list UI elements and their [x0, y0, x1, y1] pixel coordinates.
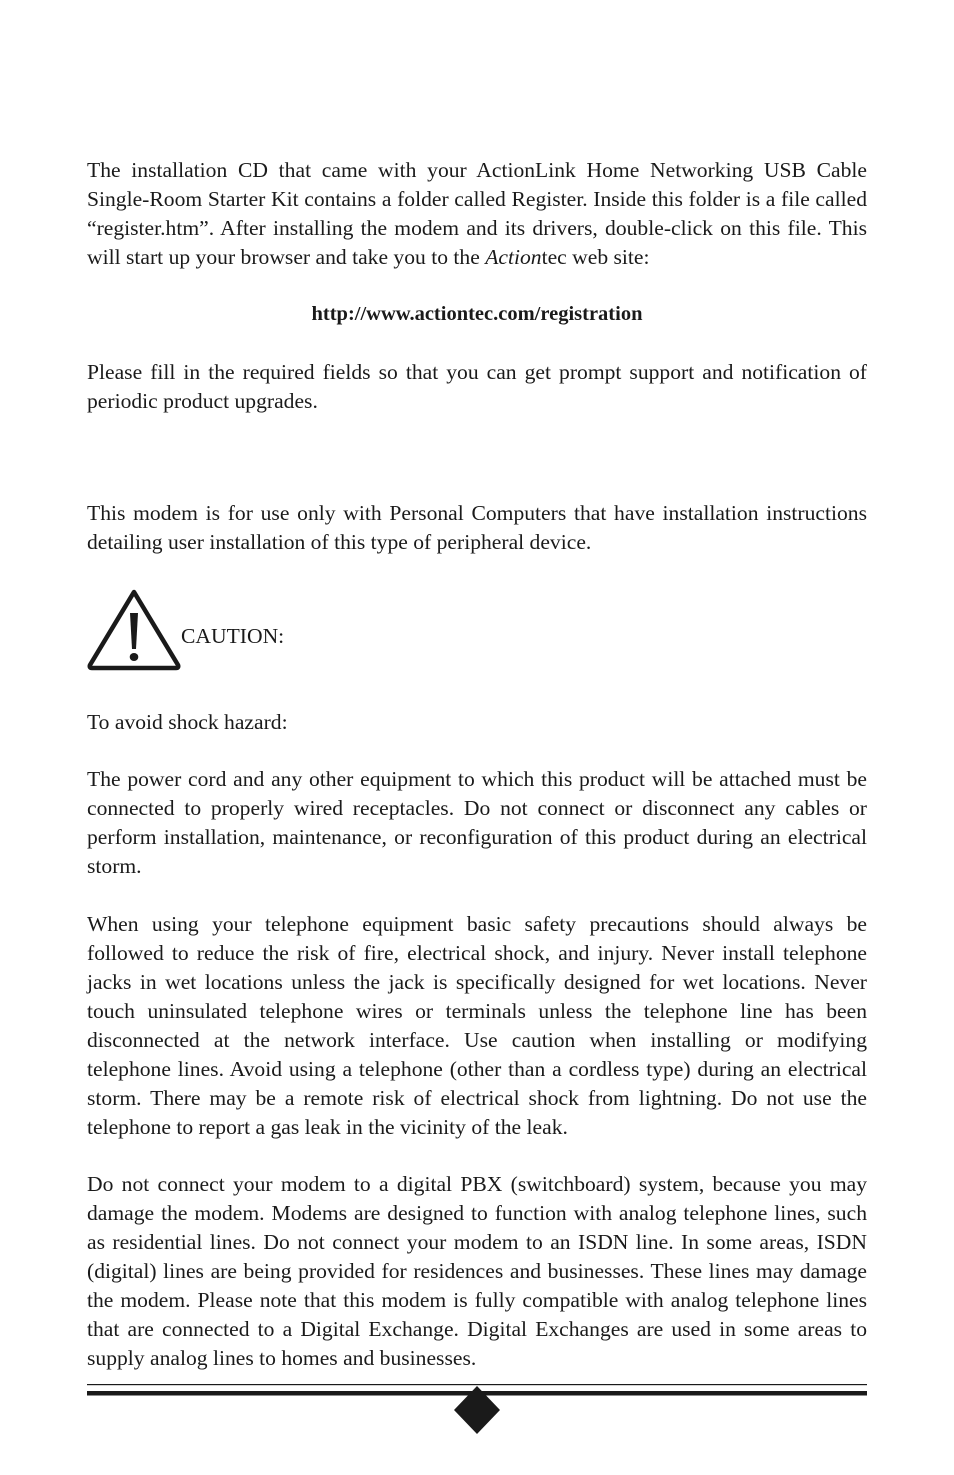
diamond-rule-icon — [87, 1384, 867, 1436]
warning-triangle-icon — [86, 587, 182, 671]
caution-label: CAUTION: — [181, 624, 285, 648]
telephone-safety-paragraph: When using your telephone equipment basic safety precautions should always be followed to reduce the risk of fire, electrical shock, and injury. Never install telephone jacks in wet locations unless the jack is specifically designed for wet locations. Never touch uninsulated telephone wires or terminals unless the telephone line has been disconnected at the network interface. Use caution when installing or modifying telephone lines. Avoid using a telephone (other than a cordless type) during an electrical storm. There may be a remote risk of electrical shock from lightning. Do not use the telephone to report a gas leak in the vicinity of the leak. — [87, 912, 867, 1139]
brand-italic: Action — [485, 245, 542, 269]
intro-text-end: web site: — [566, 245, 650, 269]
shock-hazard-heading: To avoid shock hazard: — [87, 710, 288, 734]
power-cord-paragraph: The power cord and any other equipment to which this product will be attached must be connected to properly wired receptacles. Do not connect or disconnect any cables or perform installation, maintenance, or reconfiguration of this product during an electrical storm. — [87, 767, 867, 878]
registration-intro — [87, 156, 867, 272]
pbx-warning-paragraph: Do not connect your modem to a digital PBX (switchboard) system, because you may damage the modem. Modems are designed to function with analog telephone lines, such as residential lines. Do not connect your modem to an ISDN line. In some areas, ISDN (digital) lines are being provided for residences and businesses. These lines may damage the modem. Please note that this modem is fully compatible with analog telephone lines that are connected to a Digital Exchange. Digital Exchanges are used in some areas to supply analog lines to homes and businesses. — [87, 1172, 867, 1370]
fill-in-paragraph: Please fill in the required fields so that you can get prompt support and notification of periodic product upgrades. — [87, 360, 867, 413]
registration-url: http://www.actiontec.com/registration — [311, 303, 643, 325]
intro-text: The installation CD that came with your ActionLink Home Networking USB Cable Single-Room Starter Kit contains a folder called Register. Inside this folder is a file called “register.htm”. After installing the modem and its drivers, double-click on this file. This will start up your browser and take you to the — [87, 158, 867, 269]
brand-rest: tec — [541, 245, 567, 269]
pc-use-paragraph: This modem is for use only with Personal Computers that have installation instructions detailing user installation of this type of peripheral device. — [87, 501, 867, 554]
